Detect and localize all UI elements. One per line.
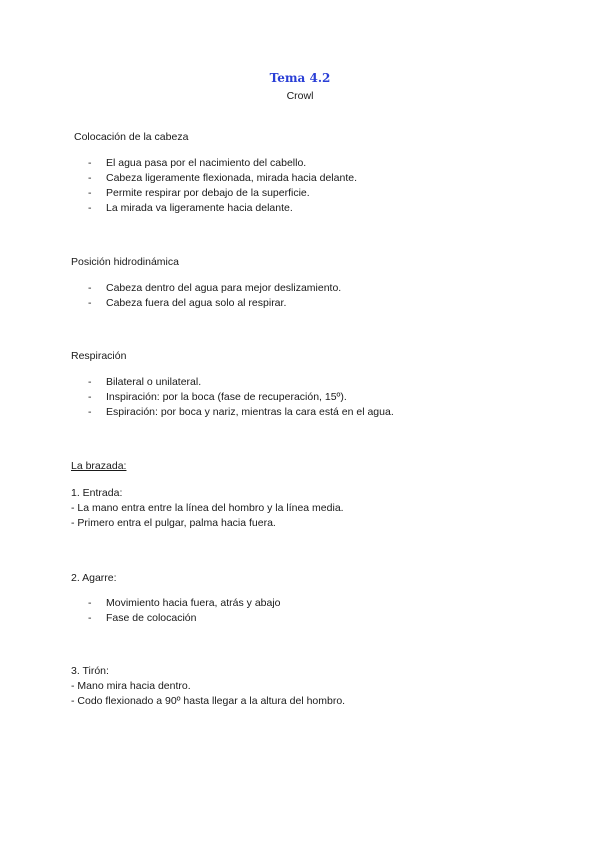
subsection-heading-agarre: 2. Agarre: [71, 572, 117, 584]
document-page: Tema 4.2 Crowl Colocación de la cabeza - El agua pasa por el nacimiento del cabello. - Cabeza ligeramente flexionada, mirada hacia delante. - Permite respirar por debajo de la superficie. - La mirada va ligeramente hacia delante. Posición hidrodinámica - Cabeza dentro del agua para mejor deslizamiento. - Cabeza fuera del agua solo al respirar. Respiración - Bilateral o unilateral. - Inspiración: por la boca (fase de recuperación, 15º). - Espiración: por boca y nariz, mientras la cara está en el agua. La brazada: 1. Entrada: - La mano entra entre la línea del hombro y la línea media. - Primero entra el pulgar, palma hacia fuera. 2. Agarre: - Movimiento hacia fuera, atrás y abajo - Fase de colocación 3. Tirón: - Mano mira hacia dentro. - Codo flexionado a 90º hasta llegar a la altura del hombro. [0, 0, 600, 848]
bullet-dash: - [88, 612, 92, 624]
bullet-dash: - [88, 376, 92, 388]
section-heading-cabeza: Colocación de la cabeza [74, 131, 189, 143]
subsection-heading-tiron: 3. Tirón: [71, 665, 109, 677]
bullet-dash: - [88, 202, 92, 214]
bullet-dash: - [88, 172, 92, 184]
bullet-dash: - [88, 406, 92, 418]
text-line: - Primero entra el pulgar, palma hacia fuera. [71, 517, 276, 529]
bullet-dash: - [88, 282, 92, 294]
bullet-dash: - [88, 297, 92, 309]
bullet-dash: - [88, 597, 92, 609]
text-line: - La mano entra entre la línea del hombro y la línea media. [71, 502, 344, 514]
bullet-dash: - [88, 187, 92, 199]
bullet-dash: - [88, 157, 92, 169]
section-heading-respiracion: Respiración [71, 350, 127, 362]
page-subtitle: Crowl [286, 90, 314, 102]
section-heading-brazada: La brazada: [71, 460, 127, 472]
bullet-dash: - [88, 391, 92, 403]
section-heading-posicion: Posición hidrodinámica [71, 256, 179, 268]
page-title: Tema 4.2 [269, 71, 331, 85]
text-line: - Codo flexionado a 90º hasta llegar a la altura del hombro. [71, 695, 346, 707]
subsection-heading-entrada: 1. Entrada: [71, 487, 123, 499]
text-line: - Mano mira hacia dentro. [71, 680, 191, 692]
